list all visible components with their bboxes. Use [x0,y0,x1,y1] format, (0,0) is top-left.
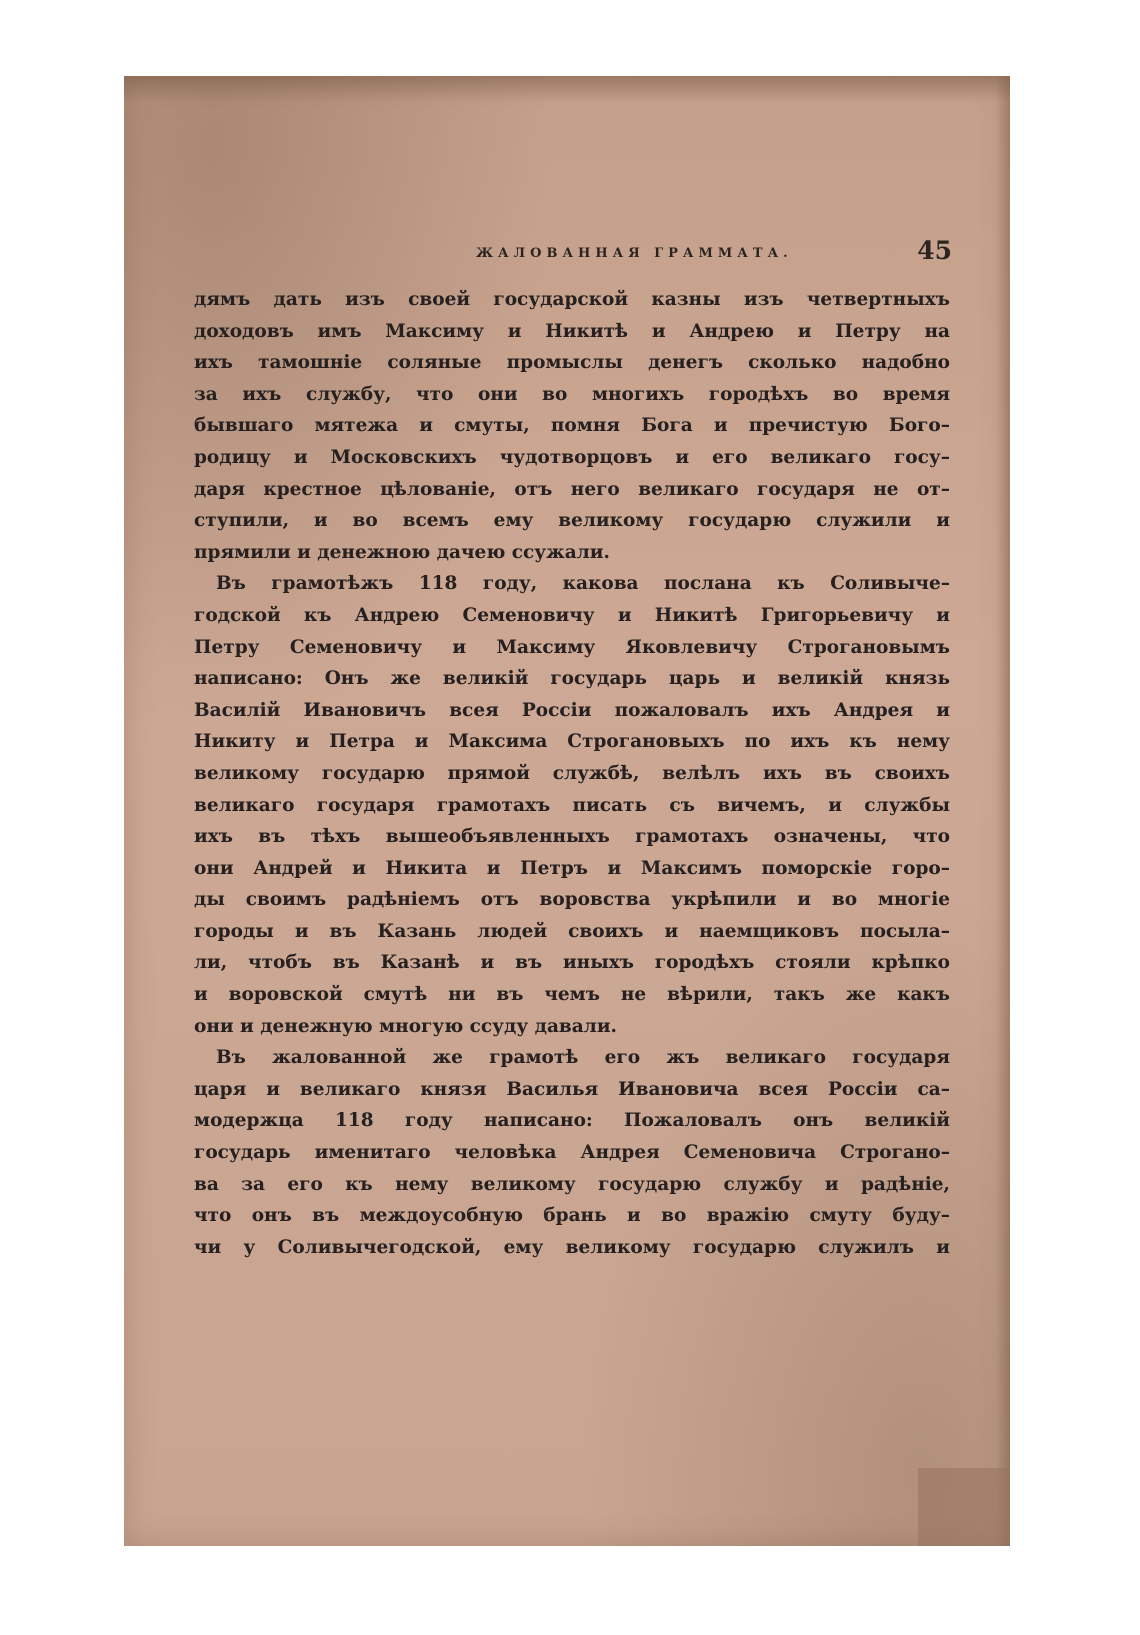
text-line: ступили, и во всемъ ему великому государю служили и [194,510,950,532]
text-line: родицу и Московскихъ чудотворцовъ и его великаго госу– [194,446,950,468]
text-line: бывшаго мятежа и смуты, помня Бога и пречистую Бого– [194,415,950,437]
text-line: великому государю прямой службѣ, велѣлъ ихъ въ своихъ [194,762,950,784]
text-line: чи у Соливычегодской, ему великому государю служилъ и [194,1236,950,1258]
page-header [192,236,952,276]
text-line: Въ грамотѣжъ 118 году, какова послана къ Соливыче– [216,573,950,595]
text-line: прямили и денежною дачею ссужали. [194,541,610,563]
text-line: и воровской смутѣ ни въ чемъ не вѣрили, такъ же какъ [194,984,950,1006]
text-line: написано: Онъ же великій государь царь и великій князь [194,668,950,690]
text-line: Въ жалованной же грамотѣ его жъ великаго государя [216,1047,950,1069]
text-line: даря крестное цѣлованіе, отъ него великаго государя не от– [194,478,950,500]
text-line: Василій Ивановичъ всея Россіи пожаловалъ ихъ Андрея и [194,699,950,721]
text-line: Никиту и Петра и Максима Строгановыхъ по ихъ къ нему [194,731,950,753]
text-line: что онъ въ междоусобную брань и во вражію смуту буду– [194,1205,950,1227]
text-line: годской къ Андрею Семеновичу и Никитѣ Григорьевичу и [194,604,950,626]
text-line: государь именитаго человѣка Андрея Семеновича Строгано– [194,1142,950,1164]
text-line: модержца 118 году написано: Пожаловалъ онъ великій [194,1110,950,1132]
text-line: ихъ тамошніе соляные промыслы денегъ сколько надобно [194,352,950,374]
text-line: дямъ дать изъ своей государской казны изъ четвертныхъ [194,289,950,310]
text-line: ихъ въ тѣхъ вышеобъявленныхъ грамотахъ означены, что [194,826,950,848]
page-shadow-right [996,76,1010,1546]
page-number: 45 [917,236,952,265]
body-text [194,284,950,1263]
text-line: царя и великаго князя Василья Ивановича всея Россіи са– [194,1078,950,1100]
text-line: за ихъ службу, что они во многихъ городѣхъ во время [194,383,950,405]
page-corner-stain [918,1468,1010,1546]
text-line: великаго государя грамотахъ писать съ вичемъ, и службы [194,794,950,816]
text-line: Петру Семеновичу и Максиму Яковлевичу Строгановымъ [194,636,950,658]
page-shadow-top [124,76,1010,102]
text-line: ды своимъ радѣніемъ отъ воровства укрѣпили и во многіе [194,889,950,911]
text-line: ли, чтобъ въ Казанѣ и въ иныхъ городѣхъ стояли крѣпко [194,952,950,974]
running-head: ЖАЛОВАННАЯ ГРАММАТА. [476,246,793,261]
text-line: они и денежную многую ссуду давали. [194,1015,617,1037]
text-line: городы и въ Казань людей своихъ и наемщиковъ посыла– [194,920,950,942]
text-line: они Андрей и Никита и Петръ и Максимъ поморскіе горо– [194,857,950,879]
scanned-page [124,76,1010,1546]
text-line: доходовъ имъ Максиму и Никитѣ и Андрею и Петру на [194,320,950,342]
text-line: ва за его къ нему великому государю службу и радѣніе, [194,1173,950,1195]
